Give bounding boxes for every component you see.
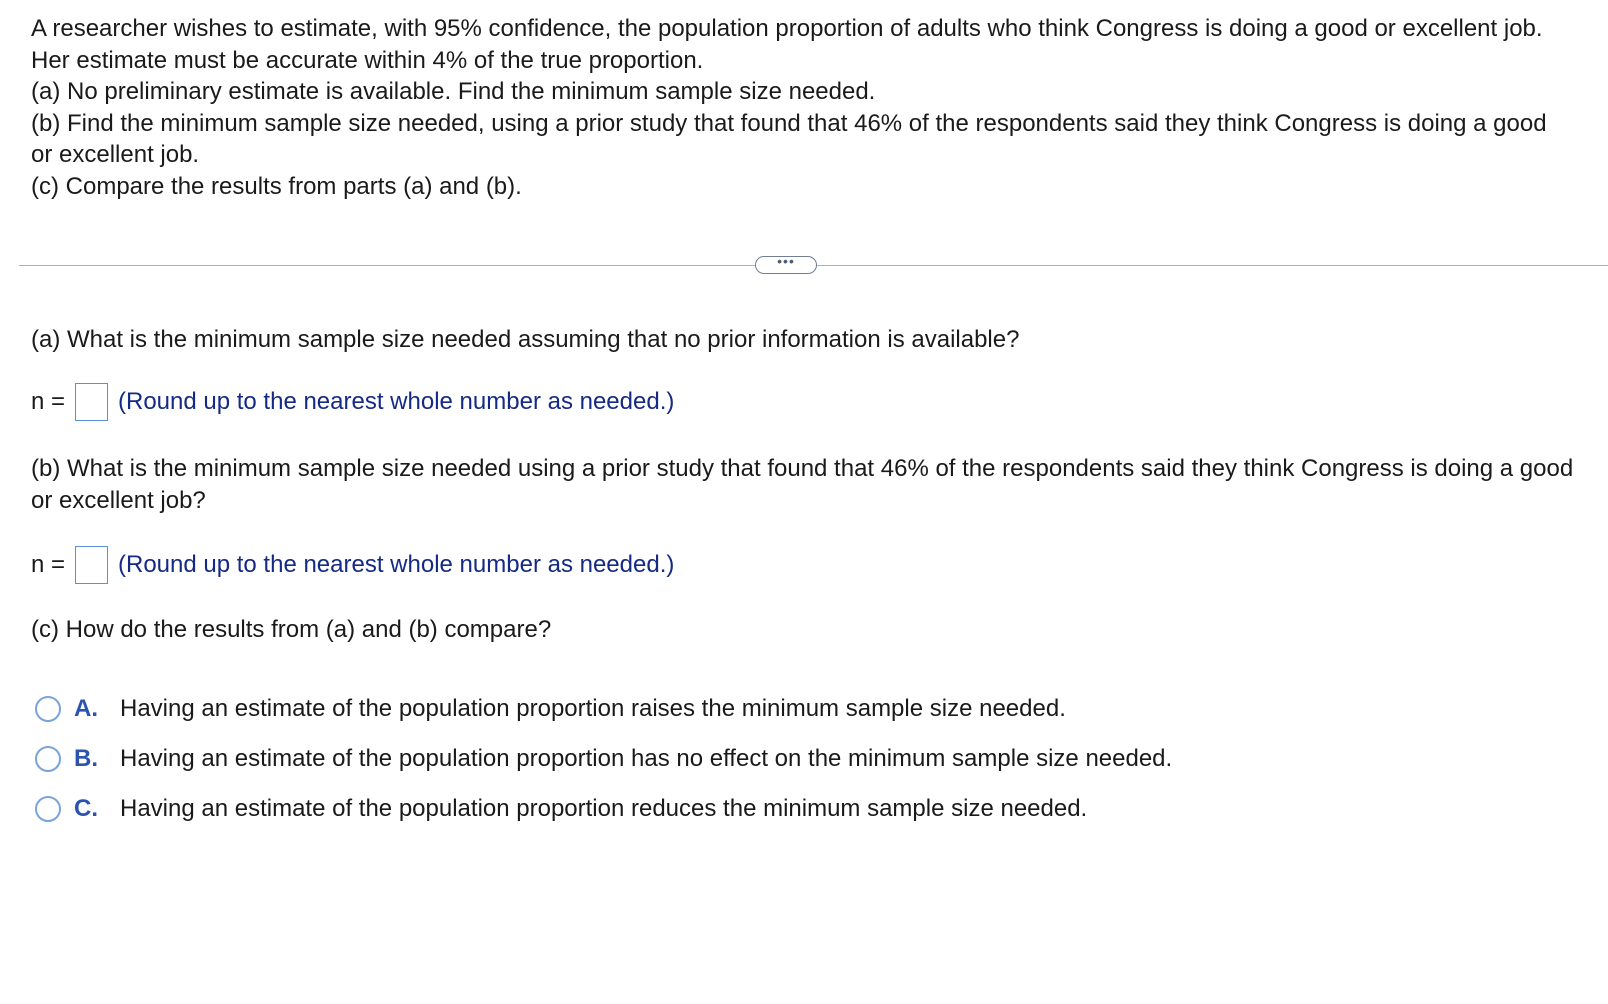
answer-b-input[interactable] (75, 546, 108, 584)
question-b-prompt: (b) What is the minimum sample size needed using a prior study that found that 46% of the respondents said they think Congress is doing a good or excellent job? (31, 455, 1574, 514)
option-letter-b: B. (74, 745, 98, 772)
option-text-b: Having an estimate of the population proportion has no effect on the minimum sample size needed. (120, 745, 1173, 772)
rounding-hint: (Round up to the nearest whole number as needed.) (118, 388, 675, 415)
problem-intro: A researcher wishes to estimate, with 95% confidence, the population proportion of adults who think Congress is doing a good or excellent job. Her estimate must be accurate within 4% of the true proportion. (31, 15, 1543, 74)
rounding-hint: (Round up to the nearest whole number as needed.) (118, 551, 675, 578)
problem-part-b: (b) Find the minimum sample size needed, using a prior study that found that 46% of the respondents said they think Congress is doing a good or excellent job. (31, 109, 1547, 169)
question-a-answer-row (31, 382, 674, 422)
option-letter-c: C. (74, 795, 98, 822)
radio-button-b[interactable] (35, 746, 61, 772)
n-label: n = (31, 388, 66, 415)
option-c[interactable] (35, 793, 1087, 825)
expand-ellipsis-button[interactable] (755, 253, 817, 274)
option-text-c: Having an estimate of the population proportion reduces the minimum sample size needed. (120, 795, 1088, 822)
ellipsis-icon: ••• (777, 253, 795, 269)
problem-part-c: (c) Compare the results from parts (a) and (b). (31, 172, 522, 200)
radio-button-a[interactable] (35, 696, 61, 722)
n-label: n = (31, 551, 66, 578)
question-c-prompt: (c) How do the results from (a) and (b) compare? (31, 616, 552, 643)
question-b-answer-row (31, 545, 674, 585)
option-text-a: Having an estimate of the population proportion raises the minimum sample size needed. (120, 695, 1066, 722)
question-a-prompt: (a) What is the minimum sample size needed assuming that no prior information is available? (31, 326, 1020, 353)
answer-a-input[interactable] (75, 383, 108, 421)
radio-button-c[interactable] (35, 796, 61, 822)
problem-part-a: (a) No preliminary estimate is available. Find the minimum sample size needed. (31, 78, 876, 106)
problem-statement (31, 13, 1571, 203)
option-b[interactable] (35, 743, 1172, 775)
option-letter-a: A. (74, 695, 98, 722)
option-a[interactable] (35, 693, 1066, 725)
